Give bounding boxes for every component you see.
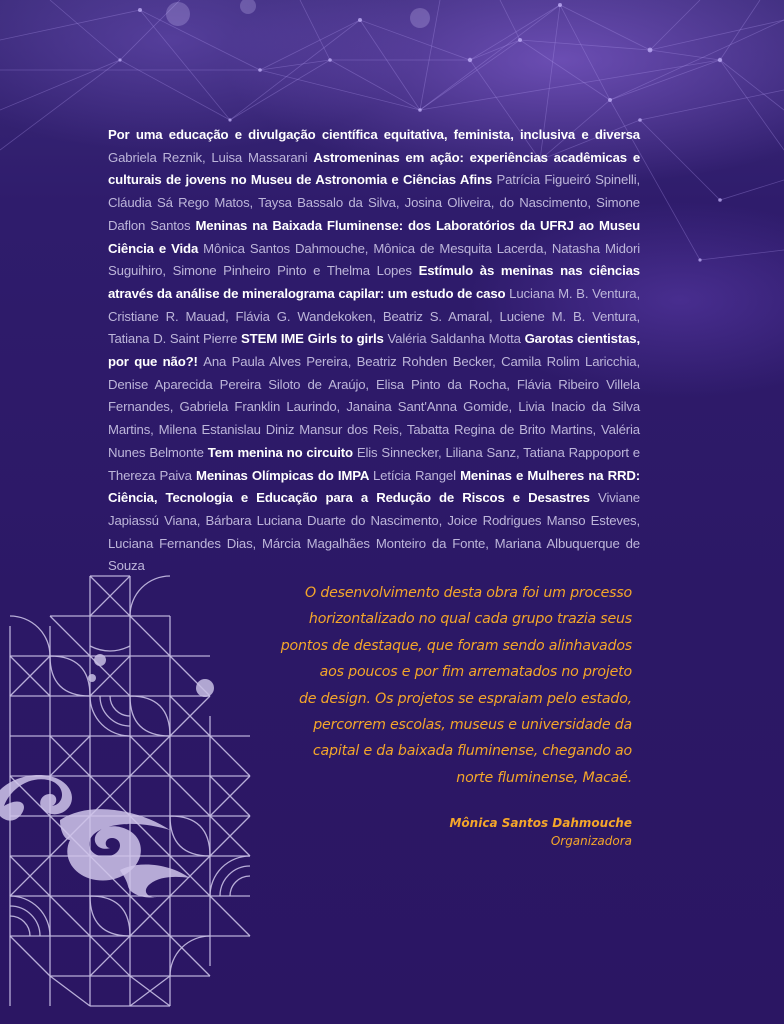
quote-line: percorrem escolas, museus e universidade da: [313, 717, 632, 734]
toc-entry-title: Astromeninas em ação: experiências acadêmicas e culturais de jovens no Museu de Astronomia e Ciências Afins: [108, 149, 641, 188]
toc-entry-authors: Viviane Japiassú Viana, Bárbara Luciana Duarte do Nascimento, Joice Rodrigues Manso Esteves, Luciana Fernandes Dias, Márcia Magalhães Monteiro da Fonte, Mariana Albuquerque de Souza: [108, 490, 640, 574]
toc-entry-title: Estímulo às meninas nas ciências através da análise de mineralograma capilar: um estudo de caso: [108, 263, 640, 301]
quote-line: norte fluminense, Macaé.: [456, 769, 632, 786]
quote-line: capital e da baixada fluminense, chegando ao: [312, 743, 632, 760]
toc-entry-title: Tem menina no circuito: [207, 444, 357, 460]
toc-entry-authors: Gabriela Reznik, Luisa Massarani: [108, 149, 314, 165]
toc-entry-authors: Mônica Santos Dahmouche, Mônica de Mesquita Lacerda, Natasha Midori Suguihiro, Simone Pinheiro Pinto e Thelma Lopes: [108, 240, 640, 279]
toc-entry-title: Garotas cientistas, por que não?!: [108, 331, 640, 370]
quote-author-role: Organizadora: [550, 834, 632, 848]
toc-entry-title: Meninas e Mulheres na RRD: Ciência, Tecnologia e Educação para a Redução de Riscos e Desastres: [108, 467, 640, 506]
toc-entry-authors: Elis Sinnecker, Liliana Sanz, Tatiana Rappoport e Thereza Paiva: [108, 444, 640, 483]
quote-line: horizontalizado no qual cada grupo trazia seus: [308, 611, 632, 628]
quote-line: O desenvolvimento desta obra foi um processo: [305, 585, 632, 601]
toc-entry-authors: Luciana M. B. Ventura, Cristiane R. Mauad, Flávia G. Wandekoken, Beatriz S. Amaral, Luciene M. B. Ventura, Tatiana D. Saint Pierre: [108, 285, 641, 347]
quote-signature: [400, 814, 632, 850]
toc-entry-title: Meninas Olímpicas do IMPA: [196, 467, 373, 483]
quote-block: [272, 580, 632, 791]
toc-entry-authors: Ana Paula Alves Pereira, Beatriz Rohden Becker, Camila Rolim Laricchia, Denise Aparecida Pereira Siloto de Araújo, Elisa Pinto da Rocha, Flávia Ribeiro Villela Fernandes, Gabriela Franklin Laurindo, Janaina Sant'Anna Gomide, Livia Inacio da Silva Martins, Milena Estanislau Diniz Mansur dos Reis, Tabatta Regina de Brito Martins, Valéria Nunes Belmonte: [108, 354, 640, 460]
quote-line: aos poucos e por fim arrematados no projeto: [319, 664, 632, 681]
table-of-contents: [108, 124, 640, 578]
toc-entry-title: Por uma educação e divulgação científica equitativa, feminista, inclusiva e diversa: [108, 127, 640, 142]
toc-entry-authors: Patrícia Figueiró Spinelli, Cláudia Sá Rego Matos, Taysa Bassalo da Silva, Josina Oliveira, do Nascimento, Simone Daflon Santos: [108, 172, 640, 233]
toc-entry-authors: Valéria Saldanha Motta: [387, 331, 525, 347]
quote-line: pontos de destaque, que foram sendo alinhavados: [280, 637, 632, 654]
quote-line: de design. Os projetos se espraiam pelo estado,: [298, 690, 632, 707]
ornamental-swirl-decoration: [0, 760, 200, 900]
quote-author: Mônica Santos Dahmouche: [449, 816, 632, 830]
toc-entry-authors: Letícia Rangel: [372, 467, 461, 483]
toc-entry-title: STEM IME Girls to girls: [241, 331, 388, 347]
toc-entry-title: Meninas na Baixada Fluminense: dos Laboratórios da UFRJ ao Museu Ciência e Vida: [108, 217, 641, 256]
